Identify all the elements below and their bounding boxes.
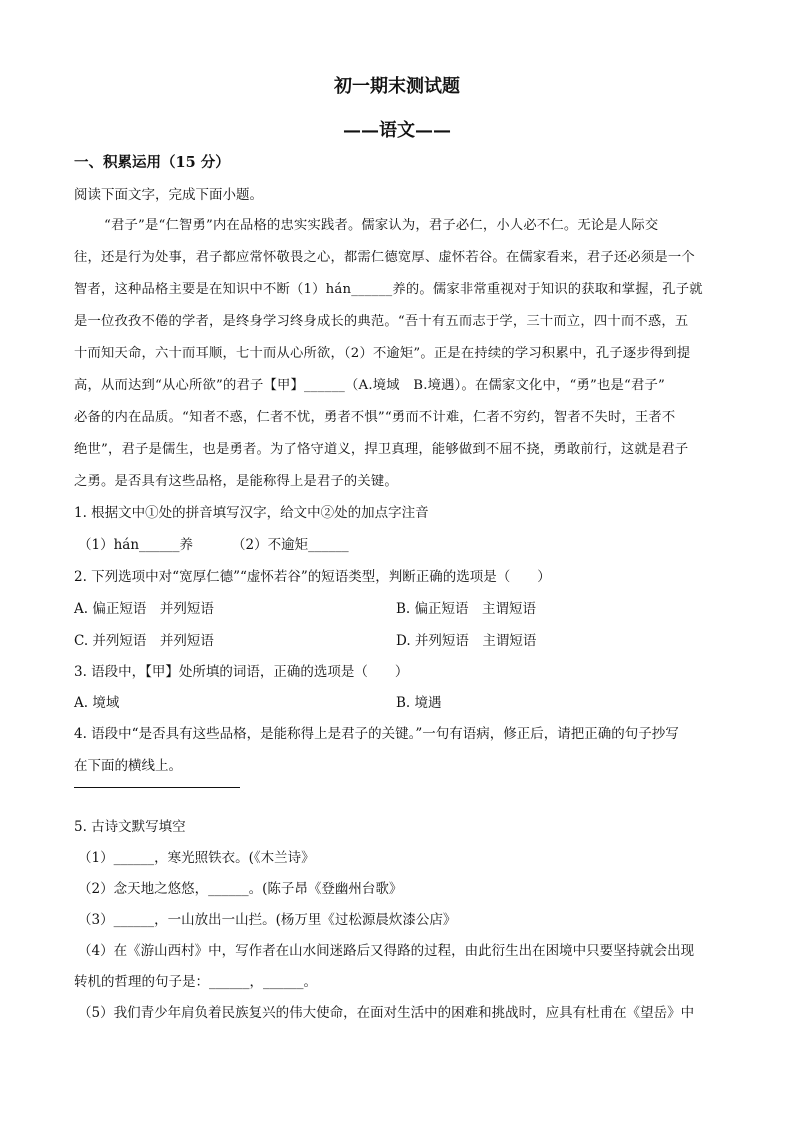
question-2-option-c: C. 并列短语 并列短语: [74, 633, 214, 649]
page-title: 初一期末测试题: [334, 76, 460, 97]
question-5-item-1: （1）______，寒光照铁衣。(《木兰诗》: [78, 850, 315, 866]
question-5-item-4-line-2: 转机的哲理的句子是：______，______。: [74, 974, 317, 990]
question-4-stem-line-1: 4. 语段中“是否具有这些品格，是能称得上是君子的关键。”一句有语病，修正后，请把正确的句子抄写: [74, 726, 679, 742]
question-2-stem: 2. 下列选项中对“宽厚仁德”“虚怀若谷”的短语类型，判断正确的选项是（ ）: [74, 569, 551, 585]
question-3-option-b: B. 境遇: [396, 695, 442, 711]
passage-line: 必备的内在品质。“知者不惑，仁者不忧，勇者不惧”“勇而不计难，仁者不穷约，智者不失时，王者不: [74, 410, 676, 425]
instruction-text: 阅读下面文字，完成下面小题。: [74, 187, 263, 203]
question-5-item-5-line-1: （5）我们青少年肩负着民族复兴的伟大使命，在面对生活中的困难和挑战时，应具有杜甫在《望岳》中: [78, 1005, 695, 1021]
section-heading: 一、积累运用（15 分）: [74, 154, 230, 171]
question-2-option-b: B. 偏正短语 主谓短语: [396, 601, 537, 617]
passage-line: 十而知天命，六十而耳顺，七十而从心所欲，（2）不逾矩”。正是在持续的学习积累中，孔子逐步得到提: [74, 346, 691, 361]
page-subtitle: ——语文——: [343, 120, 451, 141]
passage-line: 之勇。是否具有这些品格，是能称得上是君子的关键。: [74, 474, 398, 489]
question-4-stem-line-2: 在下面的横线上。: [74, 758, 182, 774]
answer-line: [74, 787, 240, 788]
passage-line: “君子”是“仁智勇”内在品格的忠实实践者。儒家认为，君子必仁，小人必不仁。无论是人际交: [104, 218, 659, 233]
question-1-stem: 1. 根据文中①处的拼音填写汉字，给文中②处的加点字注音: [74, 505, 429, 521]
question-5-item-2: （2）念天地之悠悠，______。(陈子昂《登幽州台歌》: [78, 881, 403, 897]
question-1-part-1: （1）hán______养: [78, 537, 194, 553]
passage-line: 高，从而达到“从心所欲”的君子【甲】______（A.境域 B.境遇）。在儒家文化中，“勇”也是“君子”: [74, 378, 665, 393]
passage-line: 往，还是行为处事，君子都应常怀敬畏之心，都需仁德宽厚、虚怀若谷。在儒家看来，君子还必须是一个: [74, 250, 695, 265]
question-2-option-a: A. 偏正短语 并列短语: [74, 601, 214, 617]
question-5-item-3: （3）______，一山放出一山拦。(杨万里《过松源晨炊漆公店》: [78, 912, 457, 928]
question-5-item-4-line-1: （4）在《游山西村》中，写作者在山水间迷路后又得路的过程，由此衍生出在困境中只要坚持就会出现: [78, 943, 695, 959]
question-5-stem: 5. 古诗文默写填空: [74, 819, 186, 835]
question-1-part-2: （2）不逾矩______: [232, 537, 349, 553]
passage-line: 智者，这种品格主要是在知识中不断（1）hán______养的。儒家非常重视对于知识的获取和掌握，孔子就: [74, 282, 703, 297]
question-3-stem: 3. 语段中，【甲】处所填的词语，正确的选项是（ ）: [74, 664, 409, 680]
question-3-option-a: A. 境域: [74, 695, 120, 711]
passage-line: 绝世”，君子是儒生，也是勇者。为了恪守道义，捍卫真理，能够做到不屈不挠，勇敢前行，这就是君子: [74, 442, 689, 457]
question-2-option-d: D. 并列短语 主谓短语: [396, 633, 537, 649]
passage-line: 是一位孜孜不倦的学者，是终身学习终身成长的典范。“吾十有五而志于学，三十而立，四十而不惑，五: [74, 314, 689, 329]
